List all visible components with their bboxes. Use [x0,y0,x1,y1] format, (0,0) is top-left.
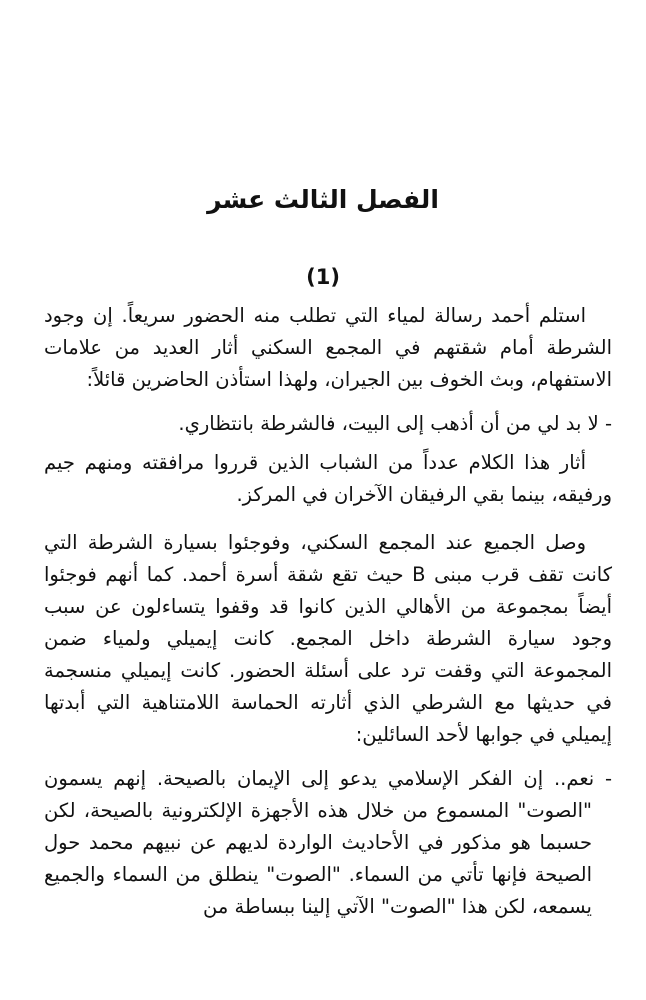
paragraph-3: وصل الجميع عند المجمع السكني، وفوجئوا بسيارة الشرطة التي كانت تقف قرب مبنى B حيث تقع شقة أسرة أحمد. كما أنهم فوجئوا أيضاً بمجموعة من الأهالي الذين كانوا قد وقفوا يتساءلون عن سبب وجود سيارة الشرطة داخل المجمع. كانت إيميلي ولمياء ضمن المجموعة التي وقفت ترد على أسئلة الحضور. كانت إيميلي منسجمة في حديثها مع الشرطي الذي أثارته الحماسة اللامتناهية التي أبدتها إيميلي في جوابها لأحد السائلين: [44,531,612,746]
dialogue-line-2: - نعم.. إن الفكر الإسلامي يدعو إلى الإيمان بالصيحة. إنهم يسمون "الصوت" المسموع من خلال هذه الأجهزة الإلكترونية بالصيحة، لكن حسبما هو مذكور في الأحاديث الواردة لديهم عن نبيهم محمد حول الصيحة فإنها تأتي من السماء. "الصوت" ينطلق من السماء والجميع يسمعه، لكن هذا "الصوت" الآتي إلينا ببساطة من [44,767,612,918]
body-text [44,300,612,923]
chapter-title: الفصل الثالث عشر [207,185,439,214]
paragraph-2: أثار هذا الكلام عدداً من الشباب الذين قرروا مرافقته ومنهم جيم ورفيقه، بينما بقي الرفيقان الآخران في المركز. [44,451,612,506]
paragraph-1: استلم أحمد رسالة لمياء التي تطلب منه الحضور سريعاً. إن وجود الشرطة أمام شقتهم في المجمع السكني أثار العديد من علامات الاستفهام، وبث الخوف بين الجيران، ولهذا استأذن الحاضرين قائلاً: [44,304,612,391]
dialogue-line-1: - لا بد لي من أن أذهب إلى البيت، فالشرطة بانتظاري. [178,412,612,435]
section-number: (1) [306,265,340,289]
